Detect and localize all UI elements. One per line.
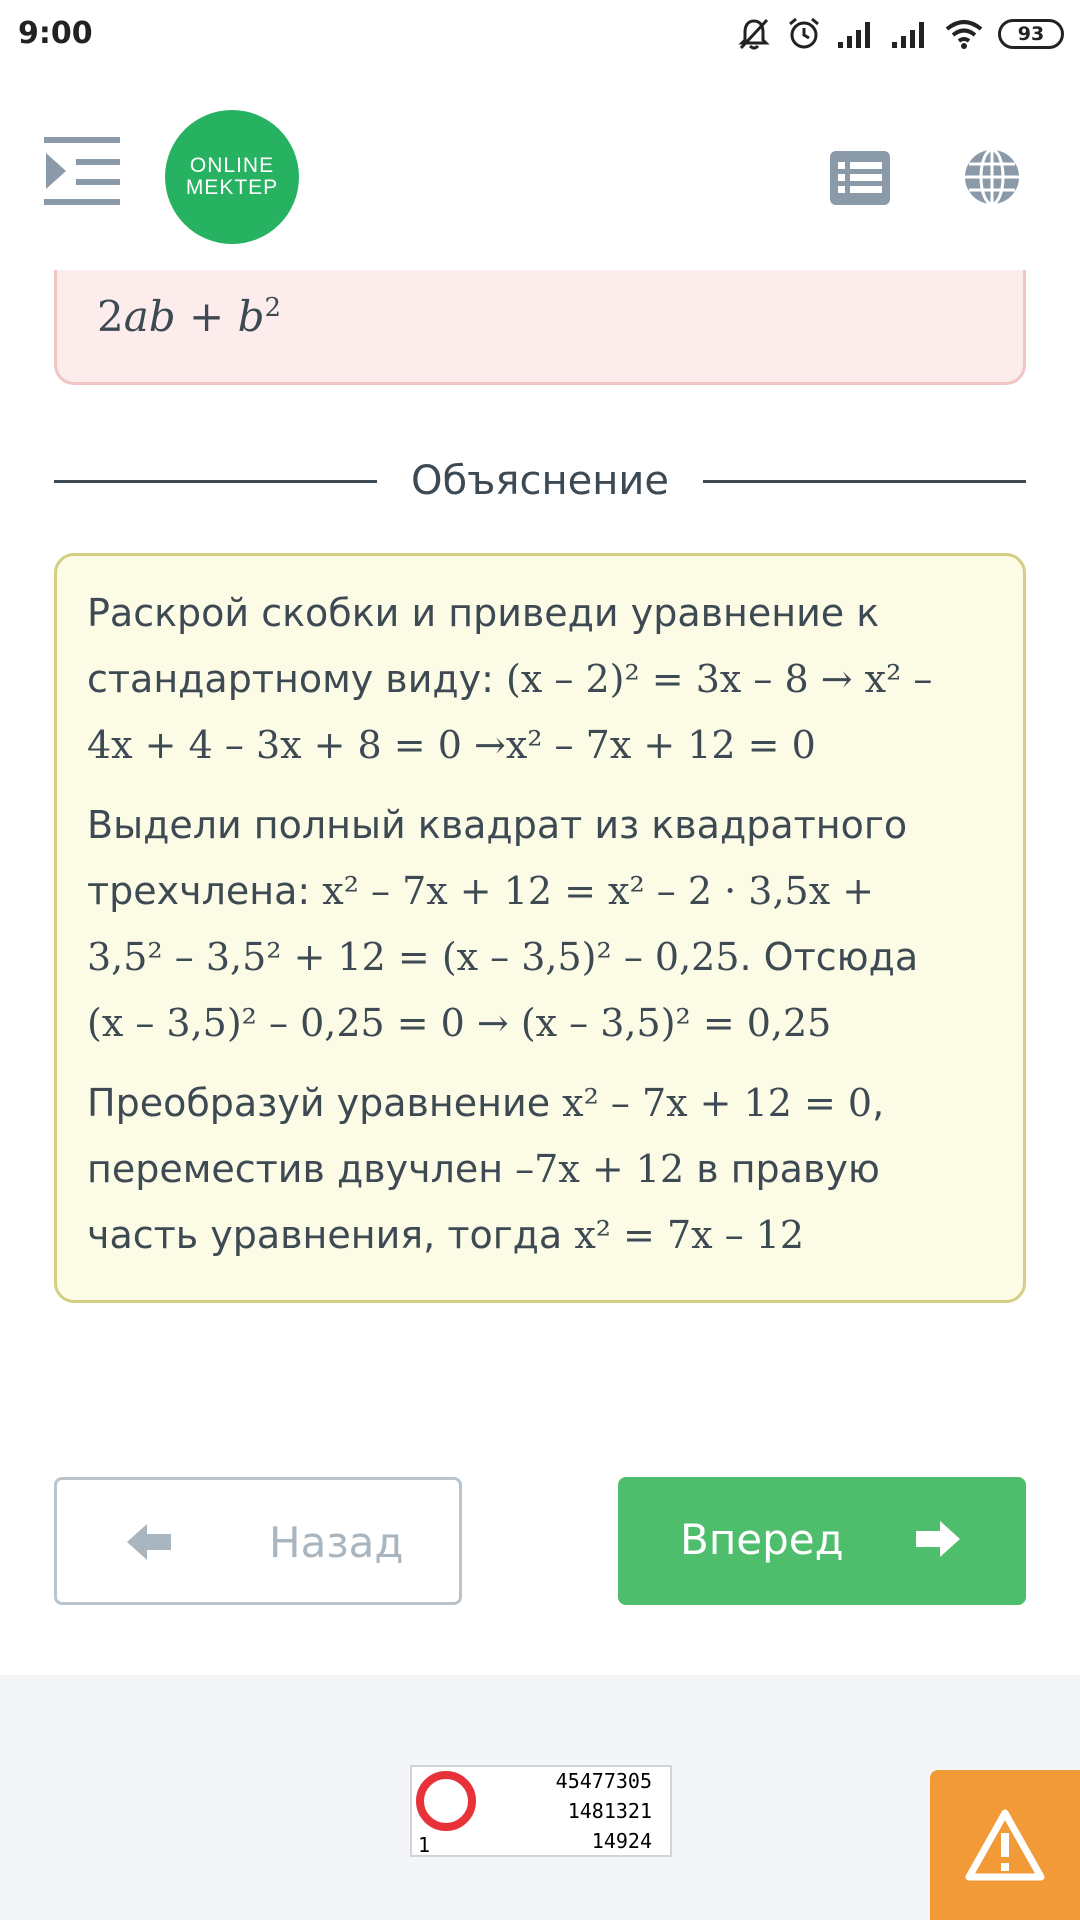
status-icons: [736, 16, 1064, 52]
globe-icon[interactable]: [963, 148, 1021, 206]
signal-icon: [836, 18, 876, 50]
arrow-right-icon: [916, 1519, 960, 1559]
logo-line2: MEKTEP: [185, 176, 279, 199]
explanation-divider: [54, 456, 1026, 506]
explanation-step-3: Преобразуй уравнение x² – 7x + 12 = 0, переместив двучлен –7x + 12 в правую часть уравнения, тогда x² = 7x – 12: [87, 1081, 885, 1257]
alarm-icon: [786, 16, 822, 52]
divider-line: [54, 480, 377, 483]
next-button-label: Вперед: [680, 1515, 844, 1564]
answer-formula: $2ab + b^2$: [97, 292, 282, 341]
wifi-icon: [944, 18, 984, 50]
battery-icon: 93: [998, 19, 1064, 49]
counter-visitors: 1481321: [567, 1799, 652, 1823]
footer: [0, 1675, 1080, 1920]
next-button[interactable]: [618, 1477, 1026, 1605]
counter-logo-icon: [416, 1771, 476, 1831]
back-button-label: Назад: [269, 1518, 404, 1567]
logo-line1: ONLINE: [189, 154, 275, 177]
arrow-left-icon: [127, 1522, 171, 1562]
counter-total: 45477305: [555, 1769, 652, 1793]
signal-icon: [890, 18, 930, 50]
visit-counter-widget[interactable]: [410, 1765, 672, 1857]
mute-bell-icon: [736, 16, 772, 52]
counter-today: 14924: [591, 1829, 652, 1853]
explanation-heading: Объяснение: [411, 458, 669, 504]
logo[interactable]: [165, 110, 299, 244]
wrong-answer-card: [54, 270, 1026, 385]
status-time: 9:00: [18, 16, 93, 51]
task-list-icon[interactable]: [830, 151, 890, 205]
divider-line: [703, 480, 1026, 483]
status-bar: [0, 0, 1080, 72]
warning-icon: [965, 1809, 1045, 1881]
explanation-card: [54, 553, 1026, 1303]
explanation-step-2: Выдели полный квадрат из квадратного трехчлена: x² – 7x + 12 = x² – 2 · 3,5x + 3,5² – 3,5² + 12 = (x – 3,5)² – 0,25. Отсюда (x – 3,5)² – 0,25 = 0 → (x – 3,5)² = 0,25: [87, 803, 919, 1045]
explanation-step-1: Раскрой скобки и приведи уравнение к стандартному виду: (x – 2)² = 3x – 8 → x² – 4x + 4 – 3x + 8 = 0 →x² – 7x + 12 = 0: [87, 591, 933, 767]
back-button[interactable]: [54, 1477, 462, 1605]
counter-rank: 1: [418, 1833, 431, 1857]
menu-icon[interactable]: [44, 135, 120, 207]
report-error-button[interactable]: [930, 1770, 1080, 1920]
app-header: [0, 105, 1080, 250]
